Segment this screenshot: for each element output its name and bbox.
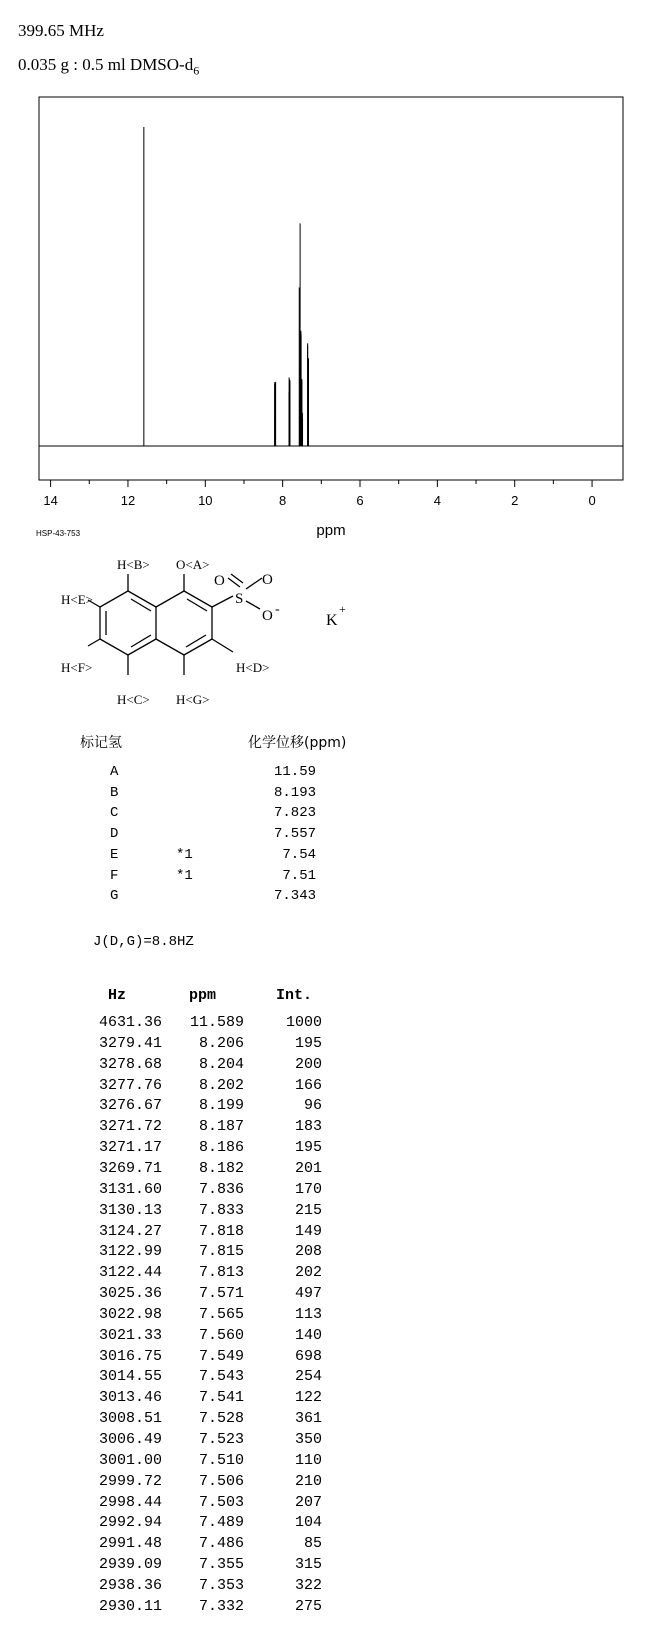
peak-ppm: 7.818: [198, 1222, 244, 1240]
peak-hz: 3122.44: [98, 1264, 162, 1282]
peak-header-int: Int.: [275, 987, 312, 1004]
peak-ppm: 7.506: [198, 1472, 244, 1490]
peak-hz: 3016.75: [98, 1347, 162, 1365]
peak-ppm: 8.202: [198, 1076, 244, 1094]
molecular-structure: [0, 0, 652, 720]
peak-hz: 3276.67: [98, 1097, 162, 1115]
peak-ppm: 7.489: [198, 1514, 244, 1532]
peak-hz: 3271.72: [98, 1118, 162, 1136]
peak-int: 85: [303, 1535, 322, 1553]
assign-shift: 7.557: [273, 826, 316, 843]
peak-ppm: 7.571: [198, 1285, 244, 1303]
peak-header-hz: Hz: [107, 987, 126, 1004]
peak-ppm: 7.523: [198, 1431, 244, 1448]
x-tick-label: 2: [511, 493, 519, 508]
coupling-constant: J(D,G)=8.8HZ: [93, 934, 194, 950]
peak-int: 215: [294, 1201, 322, 1219]
x-tick-label: 6: [356, 493, 364, 508]
x-tick-label: 4: [433, 493, 441, 508]
label-h-e: H<E>: [61, 592, 93, 607]
peak-int: 110: [294, 1451, 322, 1469]
peak-int: 207: [294, 1493, 322, 1511]
peak-ppm: 7.543: [198, 1368, 244, 1386]
peak-int: 195: [294, 1034, 322, 1052]
x-tick-label: 10: [198, 493, 213, 508]
assign-label: B: [110, 784, 119, 801]
assign-shift: 8.193: [273, 784, 316, 801]
sample-text: 0.035 g : 0.5 ml DMSO-d: [18, 55, 194, 74]
peak-hz: 2930.11: [98, 1597, 162, 1615]
peak-ppm: 7.565: [198, 1305, 244, 1323]
assign-label: D: [110, 826, 119, 843]
peak-ppm: 7.833: [198, 1201, 244, 1219]
peak-int: 122: [294, 1389, 322, 1407]
peak-int: 315: [294, 1556, 322, 1574]
peak-hz: 3021.33: [98, 1326, 162, 1344]
peak-hz: 3022.98: [98, 1305, 162, 1323]
peak-int: 149: [294, 1222, 322, 1240]
peak-hz: 2991.48: [98, 1535, 162, 1553]
label-o-a: O<A>: [176, 557, 210, 572]
peak-int: 201: [294, 1159, 322, 1177]
peak-hz: 3122.99: [98, 1243, 162, 1261]
col-shift-header: 化学位移(ppm): [248, 735, 347, 751]
peak-ppm: 8.199: [198, 1097, 244, 1115]
peak-ppm: 7.510: [198, 1451, 244, 1469]
peak-ppm: 7.549: [198, 1347, 244, 1365]
peak-hz: 2939.09: [98, 1556, 162, 1574]
peak-ppm: 8.182: [198, 1159, 244, 1177]
label-k: K: [326, 612, 338, 629]
peak-hz: 3124.27: [98, 1222, 162, 1240]
peak-hz: 2999.72: [98, 1472, 162, 1490]
peak-ppm: 7.541: [198, 1389, 244, 1407]
peak-int: 202: [294, 1264, 322, 1282]
peak-int: 698: [294, 1347, 322, 1365]
label-s: S: [235, 591, 244, 607]
peak-ppm: 8.187: [198, 1118, 244, 1136]
x-tick-label: 8: [279, 493, 287, 508]
label-o-minus: O: [262, 608, 273, 624]
peak-hz: 3001.00: [98, 1451, 162, 1469]
spectrometer-frequency: 399.65 MHz: [18, 21, 104, 40]
sample-subscript: 6: [193, 63, 200, 78]
x-tick-label: 0: [588, 493, 596, 508]
peak-int: 96: [303, 1097, 322, 1115]
peak-ppm: 7.836: [198, 1180, 244, 1198]
peak-int: 361: [294, 1410, 322, 1428]
peak-hz: 3269.71: [98, 1159, 162, 1177]
peak-ppm: 8.204: [198, 1055, 244, 1073]
assign-shift: 7.54: [282, 846, 316, 863]
assign-label: G: [110, 888, 119, 905]
peak-int: 200: [294, 1055, 322, 1073]
peak-hz: 2992.94: [98, 1514, 162, 1532]
peak-ppm: 7.353: [198, 1576, 244, 1594]
peak-hz: 3271.17: [98, 1139, 162, 1157]
peak-ppm: 8.186: [198, 1139, 244, 1157]
peak-hz: 3006.49: [98, 1431, 162, 1448]
spectrum-id: HSP-43-753: [36, 529, 81, 538]
peak-int: 104: [294, 1514, 322, 1532]
peak-hz: 3278.68: [98, 1055, 162, 1073]
label-o-top: O: [214, 573, 225, 589]
assign-shift: 7.51: [282, 867, 316, 884]
assign-label: F: [110, 867, 119, 884]
assign-shift: 7.343: [273, 888, 316, 905]
col-label-header: 标记氢: [80, 735, 122, 751]
peak-hz: 3279.41: [98, 1034, 162, 1052]
peak-int: 275: [294, 1597, 322, 1615]
assign-shift: 11.59: [273, 764, 316, 780]
peak-ppm: 8.206: [198, 1034, 244, 1052]
peak-ppm: 7.503: [198, 1493, 244, 1511]
peak-hz: 4631.36: [98, 1014, 162, 1031]
x-tick-label: 12: [120, 493, 136, 508]
peak-header-ppm: ppm: [188, 987, 216, 1004]
label-h-b: H<B>: [117, 557, 150, 572]
peak-int: 113: [294, 1305, 322, 1323]
peak-ppm: 7.813: [198, 1264, 244, 1282]
charge-plus: +: [339, 602, 346, 616]
label-h-c: H<C>: [117, 692, 150, 707]
peak-int: 254: [294, 1368, 322, 1386]
peak-int: 140: [294, 1326, 322, 1344]
assign-note: *1: [176, 867, 193, 884]
peak-hz: 3014.55: [98, 1368, 162, 1386]
peak-ppm: 7.560: [198, 1326, 244, 1344]
peak-int: 497: [294, 1285, 322, 1303]
peak-ppm: 7.355: [198, 1556, 244, 1574]
peak-int: 1000: [285, 1014, 322, 1031]
peak-hz: 3130.13: [98, 1201, 162, 1219]
peak-ppm: 7.528: [198, 1410, 244, 1428]
peak-ppm: 7.332: [198, 1597, 244, 1615]
assign-label: E: [110, 846, 119, 863]
peak-hz: 2938.36: [98, 1576, 162, 1594]
peak-int: 166: [294, 1076, 322, 1094]
assign-note: *1: [176, 846, 193, 863]
label-h-d: H<D>: [236, 660, 270, 675]
peak-hz: 3025.36: [98, 1285, 162, 1303]
peak-int: 210: [294, 1472, 322, 1490]
peak-int: 208: [294, 1243, 322, 1261]
peak-int: 195: [294, 1139, 322, 1157]
assign-label: C: [110, 805, 119, 822]
assign-shift: 7.823: [273, 805, 316, 822]
peak-int: 322: [294, 1576, 322, 1594]
peak-ppm: 7.815: [198, 1243, 244, 1261]
x-tick-label: 14: [43, 493, 58, 508]
peak-hz: 3277.76: [98, 1076, 162, 1094]
assign-label: A: [110, 764, 119, 780]
label-o-right: O: [262, 572, 273, 588]
peak-hz: 3013.46: [98, 1389, 162, 1407]
peak-hz: 3008.51: [98, 1410, 162, 1428]
peak-hz: 2998.44: [98, 1493, 162, 1511]
peak-int: 170: [294, 1180, 322, 1198]
label-h-g: H<G>: [176, 692, 210, 707]
x-axis-label: ppm: [316, 522, 346, 539]
peak-int: 350: [294, 1431, 322, 1448]
peak-hz: 3131.60: [98, 1180, 162, 1198]
peak-int: 183: [294, 1118, 322, 1136]
label-h-f: H<F>: [61, 660, 93, 675]
charge-minus: -: [275, 602, 280, 617]
peak-ppm: 7.486: [198, 1535, 244, 1553]
peak-ppm: 11.589: [189, 1014, 244, 1031]
